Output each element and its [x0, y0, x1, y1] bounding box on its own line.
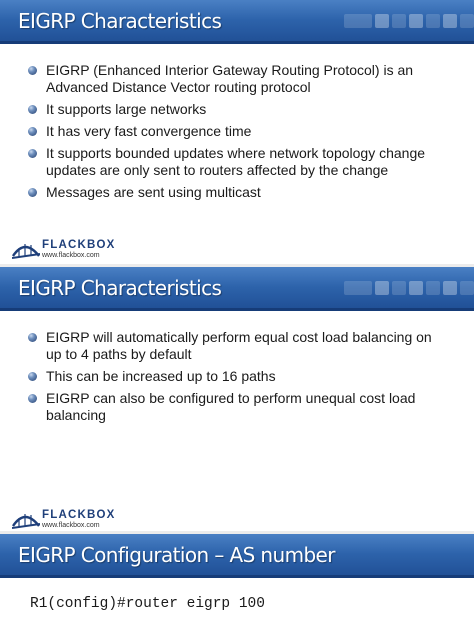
bullet-list	[26, 62, 446, 206]
header-decoration	[344, 281, 474, 295]
bullet-icon	[28, 394, 37, 403]
bullet-icon	[28, 127, 37, 136]
logo-url: www.flackbox.com	[42, 252, 100, 259]
bridge-icon	[12, 508, 40, 531]
slide-1	[0, 0, 474, 264]
bullet-icon	[28, 188, 37, 197]
slide-header	[0, 534, 474, 578]
flackbox-logo	[12, 506, 122, 531]
slide-3	[0, 534, 474, 632]
slide-title: EIGRP Characteristics	[18, 276, 222, 300]
slide-2	[0, 267, 474, 531]
logo-brand: FLACKBOX	[42, 239, 116, 251]
list-item: It supports bounded updates where network topology change updates are only sent to routers affected by the change	[26, 145, 446, 179]
cli-command: R1(config)#router eigrp 100	[30, 596, 265, 612]
list-item: It supports large networks	[26, 101, 446, 118]
bullet-icon	[28, 333, 37, 342]
slide-header	[0, 0, 474, 44]
bullet-icon	[28, 105, 37, 114]
slide-title: EIGRP Configuration – AS number	[18, 543, 335, 567]
list-item: EIGRP (Enhanced Interior Gateway Routing Protocol) is an Advanced Distance Vector routing protocol	[26, 62, 446, 96]
list-item: EIGRP will automatically perform equal cost load balancing on up to 4 paths by default	[26, 329, 446, 363]
bullet-list	[26, 329, 446, 429]
list-item: EIGRP can also be configured to perform unequal cost load balancing	[26, 390, 446, 424]
slide-title: EIGRP Characteristics	[18, 9, 222, 33]
slide-header	[0, 267, 474, 311]
list-item: Messages are sent using multicast	[26, 184, 446, 201]
bridge-icon	[12, 238, 40, 262]
logo-brand: FLACKBOX	[42, 509, 116, 521]
bullet-icon	[28, 66, 37, 75]
bullet-icon	[28, 372, 37, 381]
list-item: It has very fast convergence time	[26, 123, 446, 140]
bullet-icon	[28, 149, 37, 158]
logo-url: www.flackbox.com	[42, 522, 100, 529]
flackbox-logo	[12, 236, 122, 264]
list-item: This can be increased up to 16 paths	[26, 368, 446, 385]
header-decoration	[344, 14, 474, 28]
